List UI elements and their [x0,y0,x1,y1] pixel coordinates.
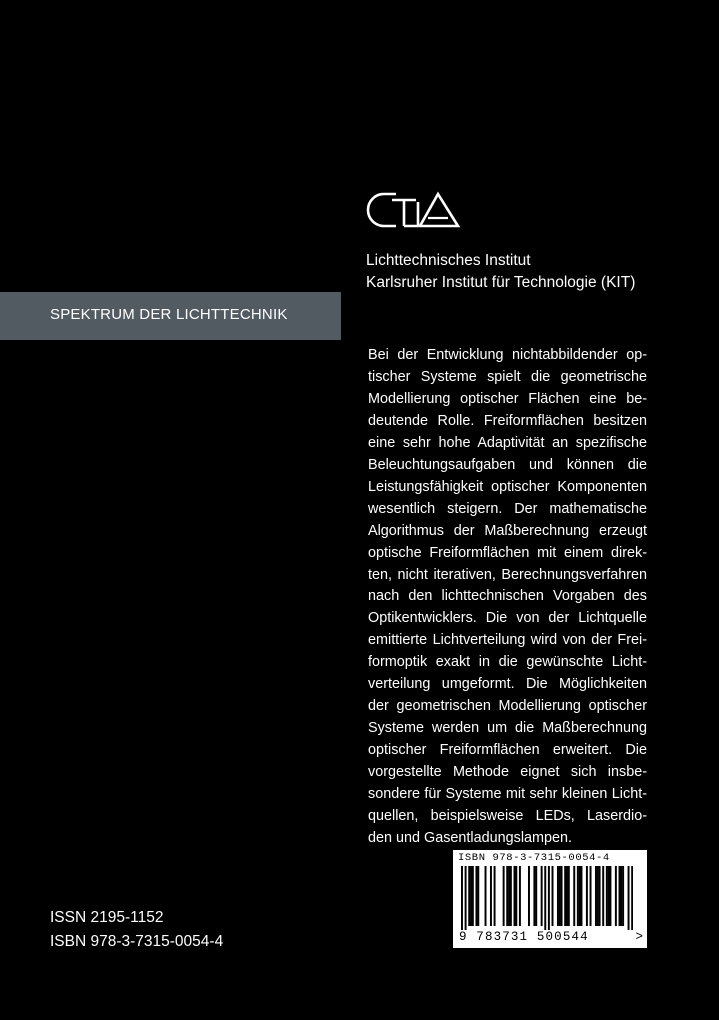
barcode-bar [508,866,510,926]
blurb-line: vorgestellte Methode eignet sich insbe- [368,764,647,781]
barcode-bar [548,866,550,930]
barcode-bar [609,866,611,926]
blurb-line: ten, nicht iterativen, Berechnungsverfahren [368,566,647,583]
barcode-bar [595,866,597,926]
lti-logo-icon [366,188,462,232]
barcode-bar [494,866,496,926]
blurb-line: Modellierung optischer Flächen eine be- [368,390,647,407]
blurb-line: optische Freiformflächen mit einem direk- [368,544,647,561]
blurb-line: der geometrischen Modellierung optischer [368,698,647,715]
blurb-line: sondere für Systeme mit sehr kleinen Licht- [368,786,647,803]
barcode-bar [510,866,512,926]
series-band [0,292,341,340]
barcode-bar [490,866,492,926]
institute-block [366,250,635,294]
barcode-bar [485,866,487,926]
blurb-line: verteilung umgeformt. Die Möglichkeiten [368,676,647,693]
institute-name: Lichttechnisches Institut [366,252,531,269]
blurb-text [368,345,647,850]
barcode-bar [528,866,530,926]
blurb-line: tischer Systeme spielt die geometrische [368,368,647,385]
barcode-bar [564,866,566,926]
blurb-line: wesentlich steigern. Der mathematische [368,500,647,517]
blurb-line: eine sehr hohe Adaptivität an spezifische [368,434,647,451]
barcode-bar [552,866,554,926]
barcode-bar [514,866,516,926]
barcode-bar [599,866,601,926]
blurb-line: Systeme werden um die Maßberechnung [368,720,647,737]
barcode-digits: 9 783731 500544 [459,930,589,944]
barcode-bar [620,866,622,926]
barcode-bar [519,866,521,926]
blurb-line: Beleuchtungsaufgaben und können die [368,456,647,473]
barcode-bar [470,866,472,926]
barcode-bar [468,866,470,926]
barcode-marker: > [635,930,643,944]
barcode-bar [597,866,599,926]
barcode-bar [541,866,543,926]
barcode-bar [619,866,621,926]
blurb-line: emittierte Lichtverteilung wird von der Frei- [368,632,647,649]
barcode-bar [566,866,568,926]
isbn-barcode [453,850,647,948]
barcode-bar [606,866,608,926]
barcode-bar [475,866,477,926]
barcode-bar [515,866,517,926]
barcode-bar [579,866,581,926]
blurb-line: Leistungsfähigkeit optischer Komponenten [368,478,647,495]
university-name: Karlsruher Institut für Technologie (KIT) [366,274,636,291]
barcode-bar [461,866,463,930]
isbn-number: ISBN 978-3-7315-0054-4 [50,933,224,950]
barcode-bar [557,866,559,926]
barcode-bar [535,866,537,926]
blurb-line: Bei der Entwicklung nichtabbildender op- [368,347,647,363]
barcode-bar [573,866,575,926]
barcode-bar [622,866,624,926]
barcode-bar [533,866,535,926]
barcode-bar [561,866,563,926]
barcode-bar [503,866,505,926]
barcode-bar [631,866,633,930]
barcode-bar [586,866,588,926]
barcode-bar [615,866,617,926]
identifier-block [50,906,223,954]
blurb-line: Algorithmus der Maßberechnung erzeugt [368,522,647,539]
barcode-bar [580,866,582,926]
blurb-line: optischer Freiformflächen erweitert. Die [368,742,647,759]
barcode-bar [628,866,630,930]
blurb-line: Optikentwicklers. Die von der Lichtquelle [368,610,647,627]
blurb-line: formoptik exakt in die gewünschte Licht- [368,654,647,671]
barcode-bars [461,866,633,930]
blurb-line: quellen, beispielsweise LEDs, Laserdio- [368,808,647,825]
blurb-line: deutende Rolle. Freiformflächen besitzen [368,412,647,429]
barcode-bar [477,866,479,926]
barcode-bar [544,866,546,930]
barcode-bar [608,866,610,926]
barcode-bar [602,866,604,926]
barcode-bar [559,866,561,926]
barcode-top-label: ISBN 978-3-7315-0054-4 [458,852,610,864]
blurb-line: den und Gasentladungslampen. [368,829,573,846]
barcode-bar [506,866,508,926]
barcode-bar [472,866,474,926]
series-title: SPEKTRUM DER LICHTTECHNIK [50,306,288,323]
issn-number: ISSN 2195-1152 [50,909,164,926]
barcode-bar [465,866,467,930]
barcode-bar [568,866,570,926]
blurb-line: nach den lichttechnischen Vorgaben des [368,588,647,605]
barcode-bar [590,866,592,926]
barcode-bar [577,866,579,926]
